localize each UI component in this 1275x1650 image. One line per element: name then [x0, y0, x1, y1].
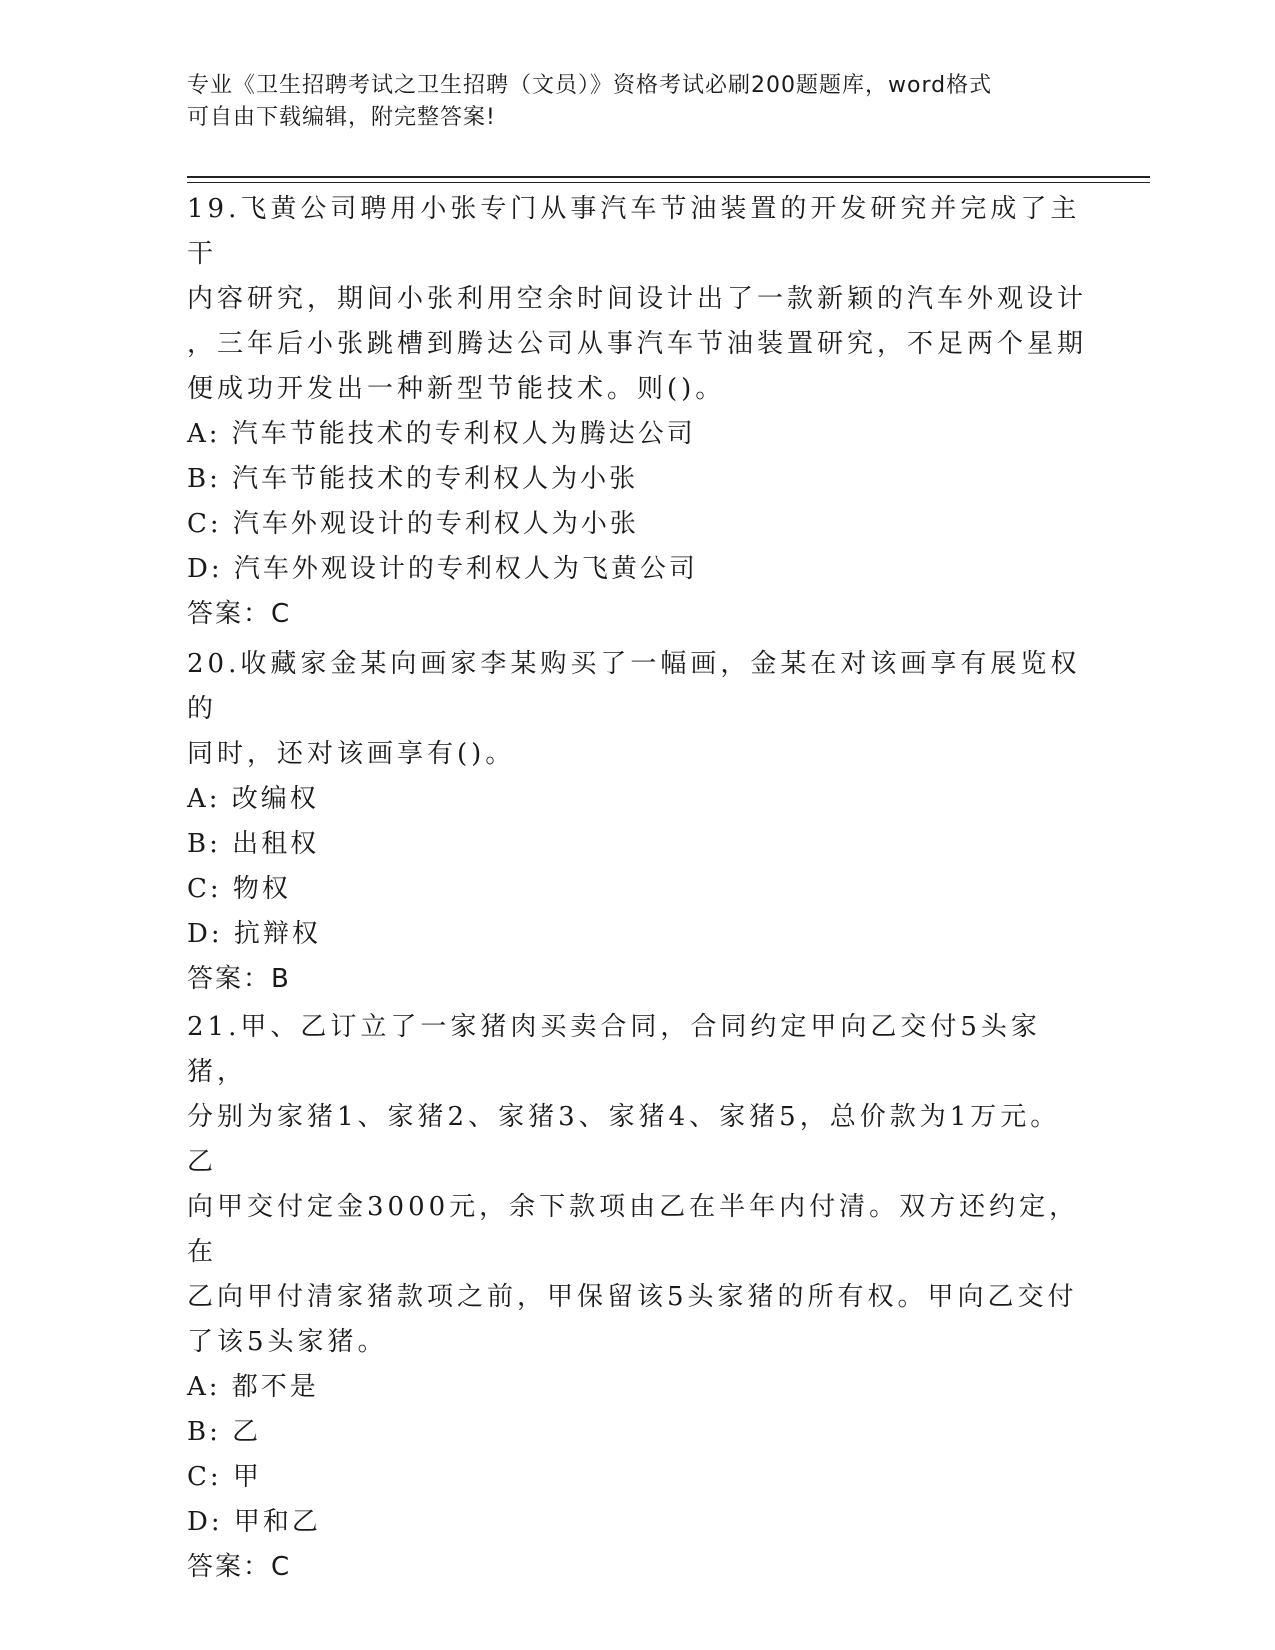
header-line-1: 专业《卫生招聘考试之卫生招聘（文员）》资格考试必刷200题题库，word格式 — [187, 73, 993, 98]
question-20-option-b: B: 出租权 — [187, 829, 320, 859]
document-header — [187, 70, 1087, 134]
header-divider-thin — [187, 182, 1150, 183]
question-19-answer: 答案：C — [187, 599, 292, 629]
question-21-line-1: 21.甲、乙订立了一家猪肉买卖合同，合同约定甲向乙交付5头家猪， — [187, 1012, 1041, 1087]
question-21-line-4: 乙向甲付清家猪款项之前，甲保留该5头家猪的所有权。甲向乙交付 — [187, 1282, 1078, 1312]
question-19-option-d: D: 汽车外观设计的专利权人为飞黄公司 — [187, 554, 698, 584]
question-19-line-3: ，三年后小张跳槽到腾达公司从事汽车节油装置研究，不足两个星期 — [187, 329, 1088, 359]
question-20-option-a: A: 改编权 — [187, 784, 319, 814]
question-19 — [187, 187, 1087, 637]
question-20-option-c: C: 物权 — [187, 874, 291, 904]
question-19-option-c: C: 汽车外观设计的专利权人为小张 — [187, 509, 639, 539]
question-21-option-c: C: 甲 — [187, 1462, 262, 1492]
question-21-answer: 答案：C — [187, 1552, 292, 1582]
question-21-option-d: D: 甲和乙 — [187, 1507, 321, 1537]
question-20 — [187, 642, 1087, 1002]
header-divider-thick — [187, 176, 1150, 178]
question-21-line-2: 分别为家猪1、家猪2、家猪3、家猪4、家猪5，总价款为1万元。乙 — [187, 1102, 1061, 1177]
question-21-line-3: 向甲交付定金3000元，余下款项由乙在半年内付清。双方还约定，在 — [187, 1192, 1080, 1267]
question-19-line-2: 内容研究，期间小张利用空余时间设计出了一款新颖的汽车外观设计 — [187, 284, 1088, 314]
question-19-option-b: B: 汽车节能技术的专利权人为小张 — [187, 464, 639, 494]
question-21-option-b: B: 乙 — [187, 1417, 262, 1447]
question-21 — [187, 1005, 1087, 1590]
question-20-line-1: 20.收藏家金某向画家李某购买了一幅画，金某在对该画享有展览权的 — [187, 649, 1081, 724]
question-20-answer: 答案：B — [187, 964, 291, 994]
question-21-option-a: A: 都不是 — [187, 1372, 319, 1402]
question-21-line-5: 了该5头家猪。 — [187, 1327, 388, 1357]
header-line-2: 可自由下载编辑，附完整答案! — [187, 105, 496, 130]
question-20-line-2: 同时，还对该画享有()。 — [187, 739, 516, 769]
question-19-line-1: 19.飞黄公司聘用小张专门从事汽车节油装置的开发研究并完成了主干 — [187, 194, 1081, 269]
question-19-line-4: 便成功开发出一种新型节能技术。则()。 — [187, 374, 726, 404]
question-20-option-d: D: 抗辩权 — [187, 919, 321, 949]
question-19-option-a: A: 汽车节能技术的专利权人为腾达公司 — [187, 419, 696, 449]
